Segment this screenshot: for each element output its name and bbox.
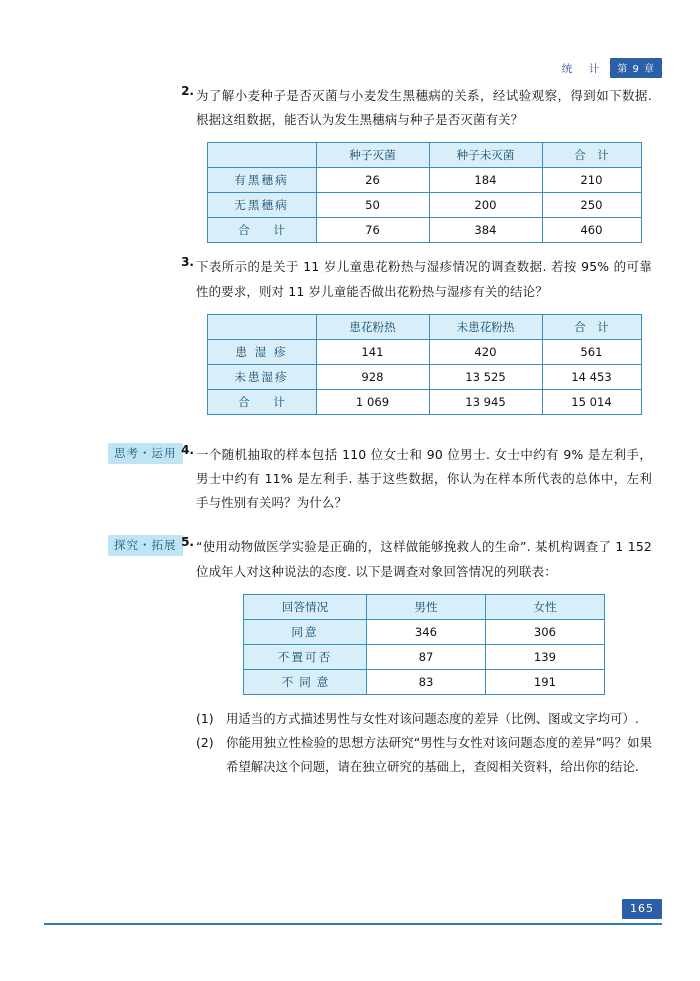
exercise-5-table-wrap [196,594,652,695]
exercise-3-text: 下表所示的是关于 11 岁儿童患花粉热与湿疹情况的调查数据. 若按 95% 的可靠性的要求，则对 11 岁儿童能否做出花粉热与湿疹有关的结论？ [196,259,652,299]
cell: 50 [316,193,429,218]
sub-item-1-number: (1) [196,710,214,726]
cell: 26 [316,168,429,193]
exercise-4-number: 4. [181,442,194,457]
sub-item-1 [196,707,652,731]
sub-item-2 [196,731,652,779]
cell: 384 [429,218,542,243]
row-header: 合 计 [207,218,316,243]
row-header: 同意 [244,619,367,644]
cell: 76 [316,218,429,243]
table-header-row [207,143,641,168]
col-header-2: 未患花粉热 [429,314,542,339]
row-header: 患 湿 疹 [207,339,316,364]
exercise-3-table-wrap [196,314,652,415]
cell: 191 [486,669,605,694]
cell: 1 069 [316,389,429,414]
sub-item-2-number: (2) [196,734,214,750]
exercise-3-number: 3. [181,255,194,270]
row-header: 不同意 [244,669,367,694]
exercise-5-text: “使用动物做医学实验是正确的，这样做能够挽救人的生命”. 某机构调查了 1 152 位成年人对这种说法的态度. 以下是调查对象回答情况的列联表： [196,539,652,579]
col-header-corner [207,314,316,339]
section-tag-thinking-applying: 思考・运用 [108,443,183,464]
cell: 306 [486,619,605,644]
cell: 184 [429,168,542,193]
table-hayfever-eczema [207,314,642,415]
cell: 13 945 [429,389,542,414]
page-content [0,84,700,779]
running-head-title: 统 计 [561,62,603,75]
page-number-badge: 165 [622,899,662,919]
table-header-row [244,594,605,619]
exercise-2-text: 为了解小麦种子是否灭菌与小麦发生黑穗病的关系，经试验观察，得到如下数据. 根据这组数据，能否认为发生黑穗病与种子是否灭菌有关？ [196,88,652,128]
cell: 250 [542,193,641,218]
table-wheat-smut [207,142,642,243]
cell: 928 [316,364,429,389]
cell: 460 [542,218,641,243]
exercise-4-text: 一个随机抽取的样本包括 110 位女士和 90 位男士. 女士中约有 9% 是左利手，男士中约有 11% 是左利手. 基于这些数据，你认为在样本所代表的总体中，左利手与性别有关吗？为什么？ [196,446,652,511]
exercise-2-table-wrap [196,142,652,243]
col-header-corner [207,143,316,168]
footer-divider [44,923,662,925]
table-row [207,364,641,389]
table-row [244,669,605,694]
table-row [244,619,605,644]
cell: 561 [542,339,641,364]
cell: 420 [429,339,542,364]
table-row [207,339,641,364]
table-row [207,193,641,218]
exercise-2 [0,84,700,243]
row-header: 不置可否 [244,644,367,669]
section-tag-exploring-extending: 探究・拓展 [108,535,183,556]
row-header: 合 计 [207,389,316,414]
exercise-3 [0,255,700,414]
cell: 15 014 [542,389,641,414]
col-header-1: 种子灭菌 [316,143,429,168]
exercise-5-sublist [196,707,652,780]
col-header-0: 回答情况 [244,594,367,619]
row-header: 有黑穗病 [207,168,316,193]
exercise-5-number: 5. [181,535,194,550]
row-header: 无黑穗病 [207,193,316,218]
cell: 83 [367,669,486,694]
table-row [207,389,641,414]
col-header-1: 男性 [367,594,486,619]
col-header-3: 合 计 [542,143,641,168]
exercise-4 [0,443,700,516]
cell: 141 [316,339,429,364]
table-row [207,218,641,243]
col-header-3: 合 计 [542,314,641,339]
col-header-2: 女性 [486,594,605,619]
table-row [244,644,605,669]
cell: 87 [367,644,486,669]
chapter-badge: 第 9 章 [610,58,662,78]
cell: 346 [367,619,486,644]
cell: 139 [486,644,605,669]
table-animal-experiment-attitudes [243,594,605,695]
cell: 13 525 [429,364,542,389]
exercise-2-number: 2. [181,84,194,98]
table-row [207,168,641,193]
sub-item-1-text: 用适当的方式描述男性与女性对该问题态度的差异（比例、图或文字均可）. [226,710,639,726]
col-header-1: 患花粉热 [316,314,429,339]
exercise-5 [0,535,700,779]
running-head [562,58,662,78]
table-header-row [207,314,641,339]
row-header: 未患湿疹 [207,364,316,389]
cell: 210 [542,168,641,193]
sub-item-2-text: 你能用独立性检验的思想方法研究“男性与女性对该问题态度的差异”吗？如果希望解决这个问题，请在独立研究的基础上，查阅相关资料，给出你的结论. [226,734,652,775]
col-header-2: 种子未灭菌 [429,143,542,168]
cell: 14 453 [542,364,641,389]
cell: 200 [429,193,542,218]
